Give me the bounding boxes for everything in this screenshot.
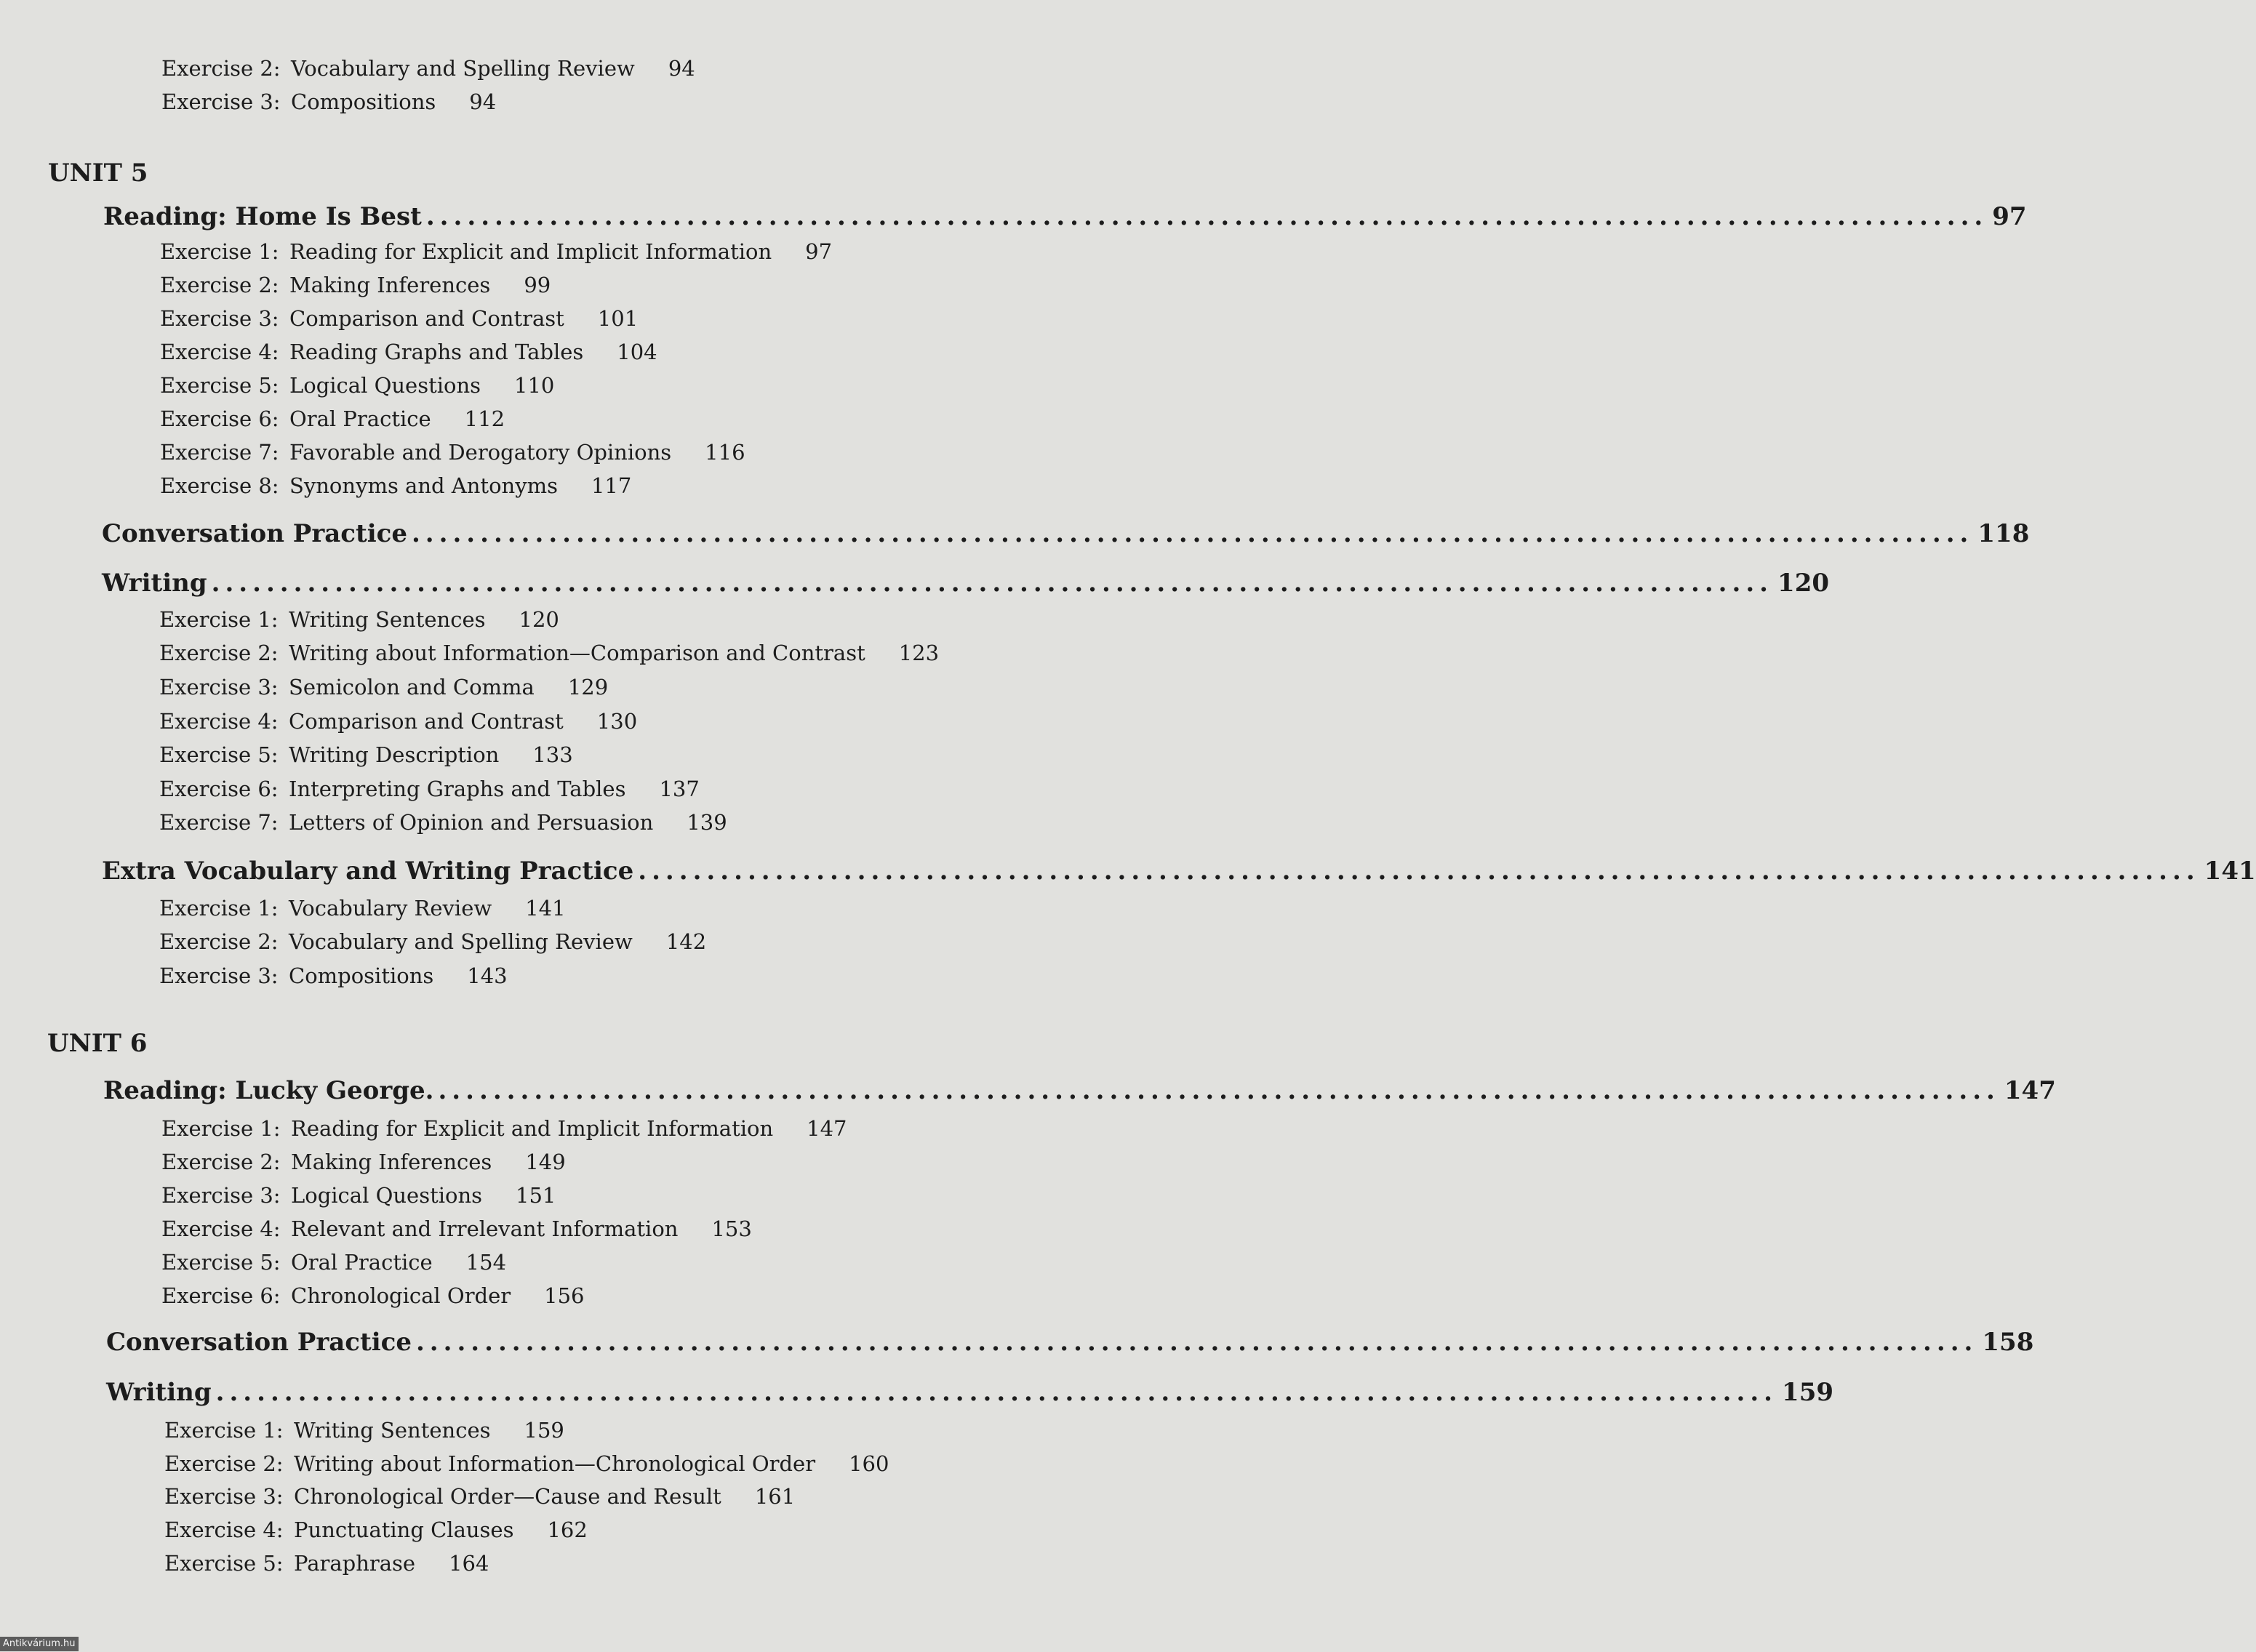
section-page: 97	[1992, 202, 2027, 231]
toc-section-reading	[103, 1076, 2056, 1105]
exercise-label: Exercise 6:	[159, 777, 279, 801]
exercise-page: 116	[705, 440, 745, 465]
unit-heading: UNIT 6	[47, 1029, 148, 1058]
exercise-page: 112	[464, 406, 505, 431]
dot-leader: ..................................................................................................................	[411, 519, 1974, 548]
exercise-label: Exercise 2:	[161, 1150, 281, 1174]
exercise-label: Exercise 3:	[161, 89, 281, 114]
exercise-page: 99	[524, 273, 551, 297]
exercise-page: 101	[597, 306, 639, 331]
exercise-page: 164	[449, 1551, 489, 1576]
exercise-label: Exercise 2:	[159, 641, 279, 665]
unit-heading: UNIT 5	[48, 159, 148, 188]
exercise-title: Letters of Opinion and Persuasion	[289, 810, 654, 835]
section-page: 120	[1777, 569, 1830, 598]
section-page: 159	[1782, 1378, 1834, 1407]
exercise-title: Reading for Explicit and Implicit Information	[289, 239, 772, 264]
exercise-title: Semicolon and Comma	[289, 675, 535, 699]
exercise-label: Exercise 5:	[161, 1250, 281, 1275]
exercise-page: 117	[591, 473, 632, 498]
exercise-label: Exercise 1:	[161, 1116, 281, 1141]
exercise-page: 137	[659, 777, 700, 801]
section-page: 158	[1982, 1328, 2034, 1357]
toc-section-conversation	[106, 1328, 2034, 1357]
exercise-page: 143	[467, 963, 508, 988]
exercise-label: Exercise 2:	[160, 273, 279, 297]
section-page: 141	[2204, 857, 2256, 886]
exercise-label: Exercise 5:	[159, 742, 279, 767]
exercise-page: 142	[665, 929, 707, 954]
exercise-title: Chronological Order	[291, 1283, 511, 1308]
exercise-label: Exercise 4:	[160, 340, 279, 364]
exercise-label: Exercise 2:	[159, 929, 279, 954]
exercise-page: 147	[807, 1116, 847, 1141]
exercise-page: 110	[514, 373, 555, 398]
exercise-title: Compositions	[291, 89, 436, 114]
dot-leader: ..................................................................................................................	[438, 1076, 2000, 1105]
exercise-title: Logical Questions	[289, 373, 481, 398]
exercise-label: Exercise 4:	[161, 1216, 281, 1241]
exercise-page: 153	[711, 1216, 752, 1241]
section-page: 118	[1977, 519, 2030, 548]
dot-leader: ..................................................................................................................	[211, 569, 1774, 598]
exercise-title: Vocabulary and Spelling Review	[291, 56, 635, 81]
exercise-title: Writing Description	[289, 742, 500, 767]
exercise-title: Logical Questions	[291, 1183, 483, 1208]
exercise-page: 123	[898, 641, 940, 665]
exercise-label: Exercise 1:	[159, 607, 279, 632]
exercise-page: 160	[849, 1451, 889, 1476]
exercise-label: Exercise 4:	[164, 1517, 284, 1542]
toc-section-extra	[102, 857, 2256, 886]
exercise-label: Exercise 3:	[161, 1183, 281, 1208]
exercise-title: Oral Practice	[289, 406, 431, 431]
exercise-title: Comparison and Contrast	[289, 306, 564, 331]
exercise-page: 139	[687, 810, 727, 835]
exercise-title: Punctuating Clauses	[294, 1517, 514, 1542]
section-title: Extra Vocabulary and Writing Practice	[102, 857, 634, 886]
exercise-label: Exercise 7:	[159, 810, 279, 835]
exercise-page: 159	[524, 1418, 564, 1443]
exercise-title: Chronological Order—Cause and Result	[294, 1484, 721, 1509]
exercise-label: Exercise 3:	[164, 1484, 284, 1509]
exercise-title: Oral Practice	[291, 1250, 433, 1275]
exercise-page: 94	[668, 56, 695, 81]
dot-leader: ..................................................................................................................	[638, 857, 2200, 886]
section-page: 147	[2004, 1076, 2056, 1105]
exercise-title: Vocabulary Review	[289, 896, 492, 921]
exercise-label: Exercise 4:	[159, 709, 279, 734]
exercise-label: Exercise 3:	[160, 306, 279, 331]
exercise-title: Writing Sentences	[289, 607, 486, 632]
exercise-label: Exercise 8:	[160, 473, 279, 498]
toc-section-conversation	[102, 519, 2030, 548]
exercise-label: Exercise 2:	[161, 56, 281, 81]
exercise-page: 120	[519, 607, 559, 632]
exercise-label: Exercise 5:	[160, 373, 279, 398]
exercise-title: Synonyms and Antonyms	[289, 473, 558, 498]
toc-section-writing	[102, 569, 1830, 598]
dot-leader: ..................................................................................................................	[425, 202, 1988, 231]
exercise-page: 156	[544, 1283, 585, 1308]
exercise-title: Paraphrase	[294, 1551, 416, 1576]
exercise-page: 161	[754, 1484, 796, 1509]
exercise-title: Writing about Information—Chronological Order	[294, 1451, 816, 1476]
toc-section-writing	[106, 1378, 1834, 1407]
exercise-label: Exercise 3:	[159, 963, 279, 988]
section-title: Conversation Practice	[102, 519, 407, 548]
exercise-title: Favorable and Derogatory Opinions	[289, 440, 672, 465]
exercise-label: Exercise 1:	[164, 1418, 284, 1443]
exercise-title: Reading for Explicit and Implicit Information	[291, 1116, 774, 1141]
exercise-label: Exercise 3:	[159, 675, 279, 699]
exercise-page: 129	[567, 675, 609, 699]
exercise-title: Writing about Information—Comparison and Contrast	[289, 641, 865, 665]
exercise-label: Exercise 1:	[160, 239, 279, 264]
section-title: Writing	[106, 1378, 212, 1407]
watermark: Antikvárium.hu	[0, 1637, 79, 1651]
exercise-page: 151	[516, 1183, 556, 1208]
exercise-page: 154	[465, 1250, 507, 1275]
exercise-page: 141	[525, 896, 566, 921]
exercise-title: Vocabulary and Spelling Review	[289, 929, 633, 954]
exercise-label: Exercise 6:	[160, 406, 279, 431]
exercise-label: Exercise 6:	[161, 1283, 281, 1308]
exercise-page: 162	[547, 1517, 588, 1542]
exercise-title: Making Inferences	[289, 273, 491, 297]
exercise-title: Reading Graphs and Tables	[289, 340, 584, 364]
exercise-label: Exercise 2:	[164, 1451, 284, 1476]
exercise-page: 97	[805, 239, 833, 264]
exercise-label: Exercise 1:	[159, 896, 279, 921]
exercise-page: 104	[617, 340, 657, 364]
section-title: Reading: Home Is Best	[103, 202, 422, 231]
exercise-page: 133	[532, 742, 573, 767]
exercise-page: 94	[469, 89, 497, 114]
exercise-title: Relevant and Irrelevant Information	[291, 1216, 679, 1241]
dot-leader: ..................................................................................................................	[415, 1328, 1978, 1357]
exercise-page: 149	[525, 1150, 566, 1174]
section-title: Reading: Lucky George.	[103, 1076, 434, 1105]
section-title: Writing	[102, 569, 207, 598]
exercise-page: 130	[596, 709, 638, 734]
exercise-label: Exercise 7:	[160, 440, 279, 465]
dot-leader: ..................................................................................................................	[215, 1378, 1778, 1407]
exercise-title: Writing Sentences	[294, 1418, 491, 1443]
section-title: Conversation Practice	[106, 1328, 412, 1357]
exercise-title: Compositions	[289, 963, 434, 988]
exercise-label: Exercise 5:	[164, 1551, 284, 1576]
toc-section-reading	[103, 202, 2027, 231]
exercise-title: Comparison and Contrast	[289, 709, 564, 734]
exercise-title: Making Inferences	[291, 1150, 492, 1174]
exercise-title: Interpreting Graphs and Tables	[289, 777, 626, 801]
